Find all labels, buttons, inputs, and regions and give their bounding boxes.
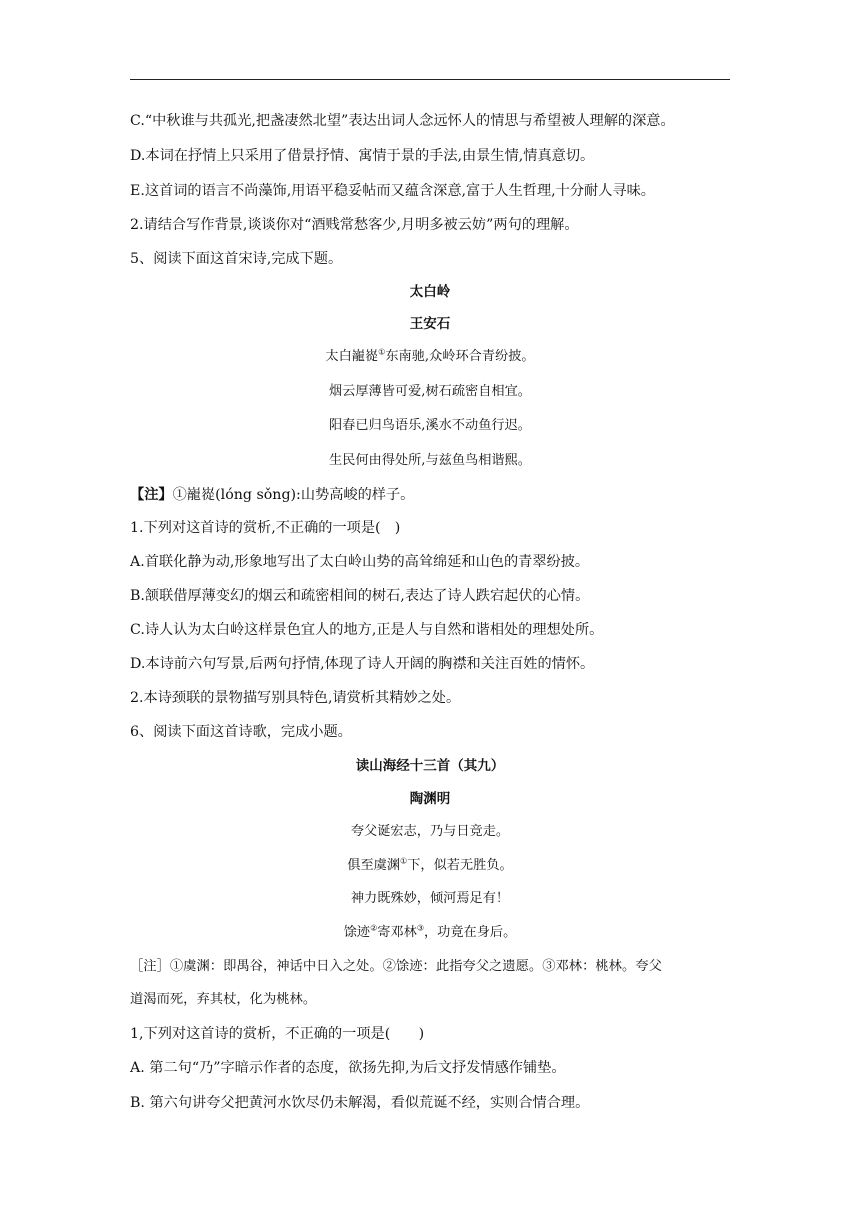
q6-note-line-2: 道渴而死，弃其杖，化为桃林。 bbox=[130, 992, 317, 1007]
q5-note: 【注】①巃嵸(lóng sǒng):山势高峻的样子。 bbox=[130, 487, 415, 503]
footnote-marker: ① bbox=[400, 856, 408, 866]
footnote-marker: ① bbox=[378, 347, 386, 357]
q6-poem-line-2: 俱至虞渊①下，似若无胜负。 bbox=[347, 856, 513, 873]
header-rule bbox=[130, 79, 730, 80]
footnote-marker: ② bbox=[370, 923, 378, 933]
q5-poem-line-2: 烟云厚薄皆可爱,树石疏密自相宜。 bbox=[328, 384, 531, 399]
q6-question-1: 1,下列对这首诗的赏析，不正确的一项是( ) bbox=[130, 1026, 425, 1042]
q5-question-1: 1.下列对这首诗的赏析,不正确的一项是( ) bbox=[130, 520, 401, 536]
q6-intro: 6、阅读下面这首诗歌，完成小题。 bbox=[130, 724, 352, 740]
q5-option-c: C.诗人认为太白岭这样景色宜人的地方,正是人与自然和谐相处的理想处所。 bbox=[130, 622, 604, 638]
q5-poem-title: 太白岭 bbox=[409, 284, 451, 300]
q4-option-c: C.“中秋谁与共孤光,把盏凄然北望”表达出词人念远怀人的情思与希望被人理解的深意。 bbox=[130, 113, 675, 129]
q6-poem-title: 读山海经十三首（其九） bbox=[355, 758, 505, 774]
q6-poem-line-4: 馀迹②寄邓林③，功竟在身后。 bbox=[343, 923, 517, 940]
q6-option-b: B. 第六句讲夸父把黄河水饮尽仍未解渴，看似荒诞不经，实则合情合理。 bbox=[130, 1095, 590, 1111]
q6-poem-line-3: 神力既殊妙，倾河焉足有！ bbox=[350, 891, 510, 906]
footnote-marker: ③ bbox=[416, 923, 424, 933]
q4-option-d: D.本词在抒情上只采用了借景抒情、寓情于景的手法,由景生情,情真意切。 bbox=[130, 148, 595, 164]
q5-question-2: 2.本诗颈联的景物描写别具特色,请赏析其精妙之处。 bbox=[130, 690, 461, 706]
q5-option-d: D.本诗前六句写景,后两句抒情,体现了诗人开阔的胸襟和关注百姓的情怀。 bbox=[130, 656, 595, 672]
q5-intro: 5、阅读下面这首宋诗,完成下题。 bbox=[130, 251, 343, 267]
q6-poem-line-1: 夸父诞宏志，乃与日竞走。 bbox=[350, 824, 510, 839]
q5-poem-author: 王安石 bbox=[409, 316, 451, 332]
q5-poem-line-1: 太白巃嵸①东南驰,众岭环合青纷披。 bbox=[325, 347, 535, 364]
q6-option-a: A. 第二句“乃”字暗示作者的态度，欲扬先抑,为后文抒发情感作铺垫。 bbox=[130, 1060, 566, 1076]
q5-poem-line-4: 生民何由得处所,与兹鱼鸟相谐熙。 bbox=[328, 453, 531, 468]
q5-option-b: B.颔联借厚薄变幻的烟云和疏密相间的树石,表达了诗人跌宕起伏的心情。 bbox=[130, 588, 590, 604]
q4-option-e: E.这首词的语言不尚藻饰,用语平稳妥帖而又蕴含深意,富于人生哲理,十分耐人寻味。 bbox=[130, 183, 655, 199]
q6-note-line-1: ［注］①虞渊：即禺谷，神话中日入之处。②馀迹：此指夸父之遗愿。③邓林：桃林。夸父 bbox=[130, 959, 662, 974]
q5-option-a: A.首联化静为动,形象地写出了太白岭山势的高耸绵延和山色的青翠纷披。 bbox=[130, 554, 590, 570]
q5-poem-line-3: 阳春已归鸟语乐,溪水不动鱼行迟。 bbox=[328, 418, 531, 433]
q6-poem-author: 陶渊明 bbox=[409, 791, 451, 807]
q4-question-2: 2.请结合写作背景,谈谈你对“酒贱常愁客少,月明多被云妨”两句的理解。 bbox=[130, 217, 579, 233]
